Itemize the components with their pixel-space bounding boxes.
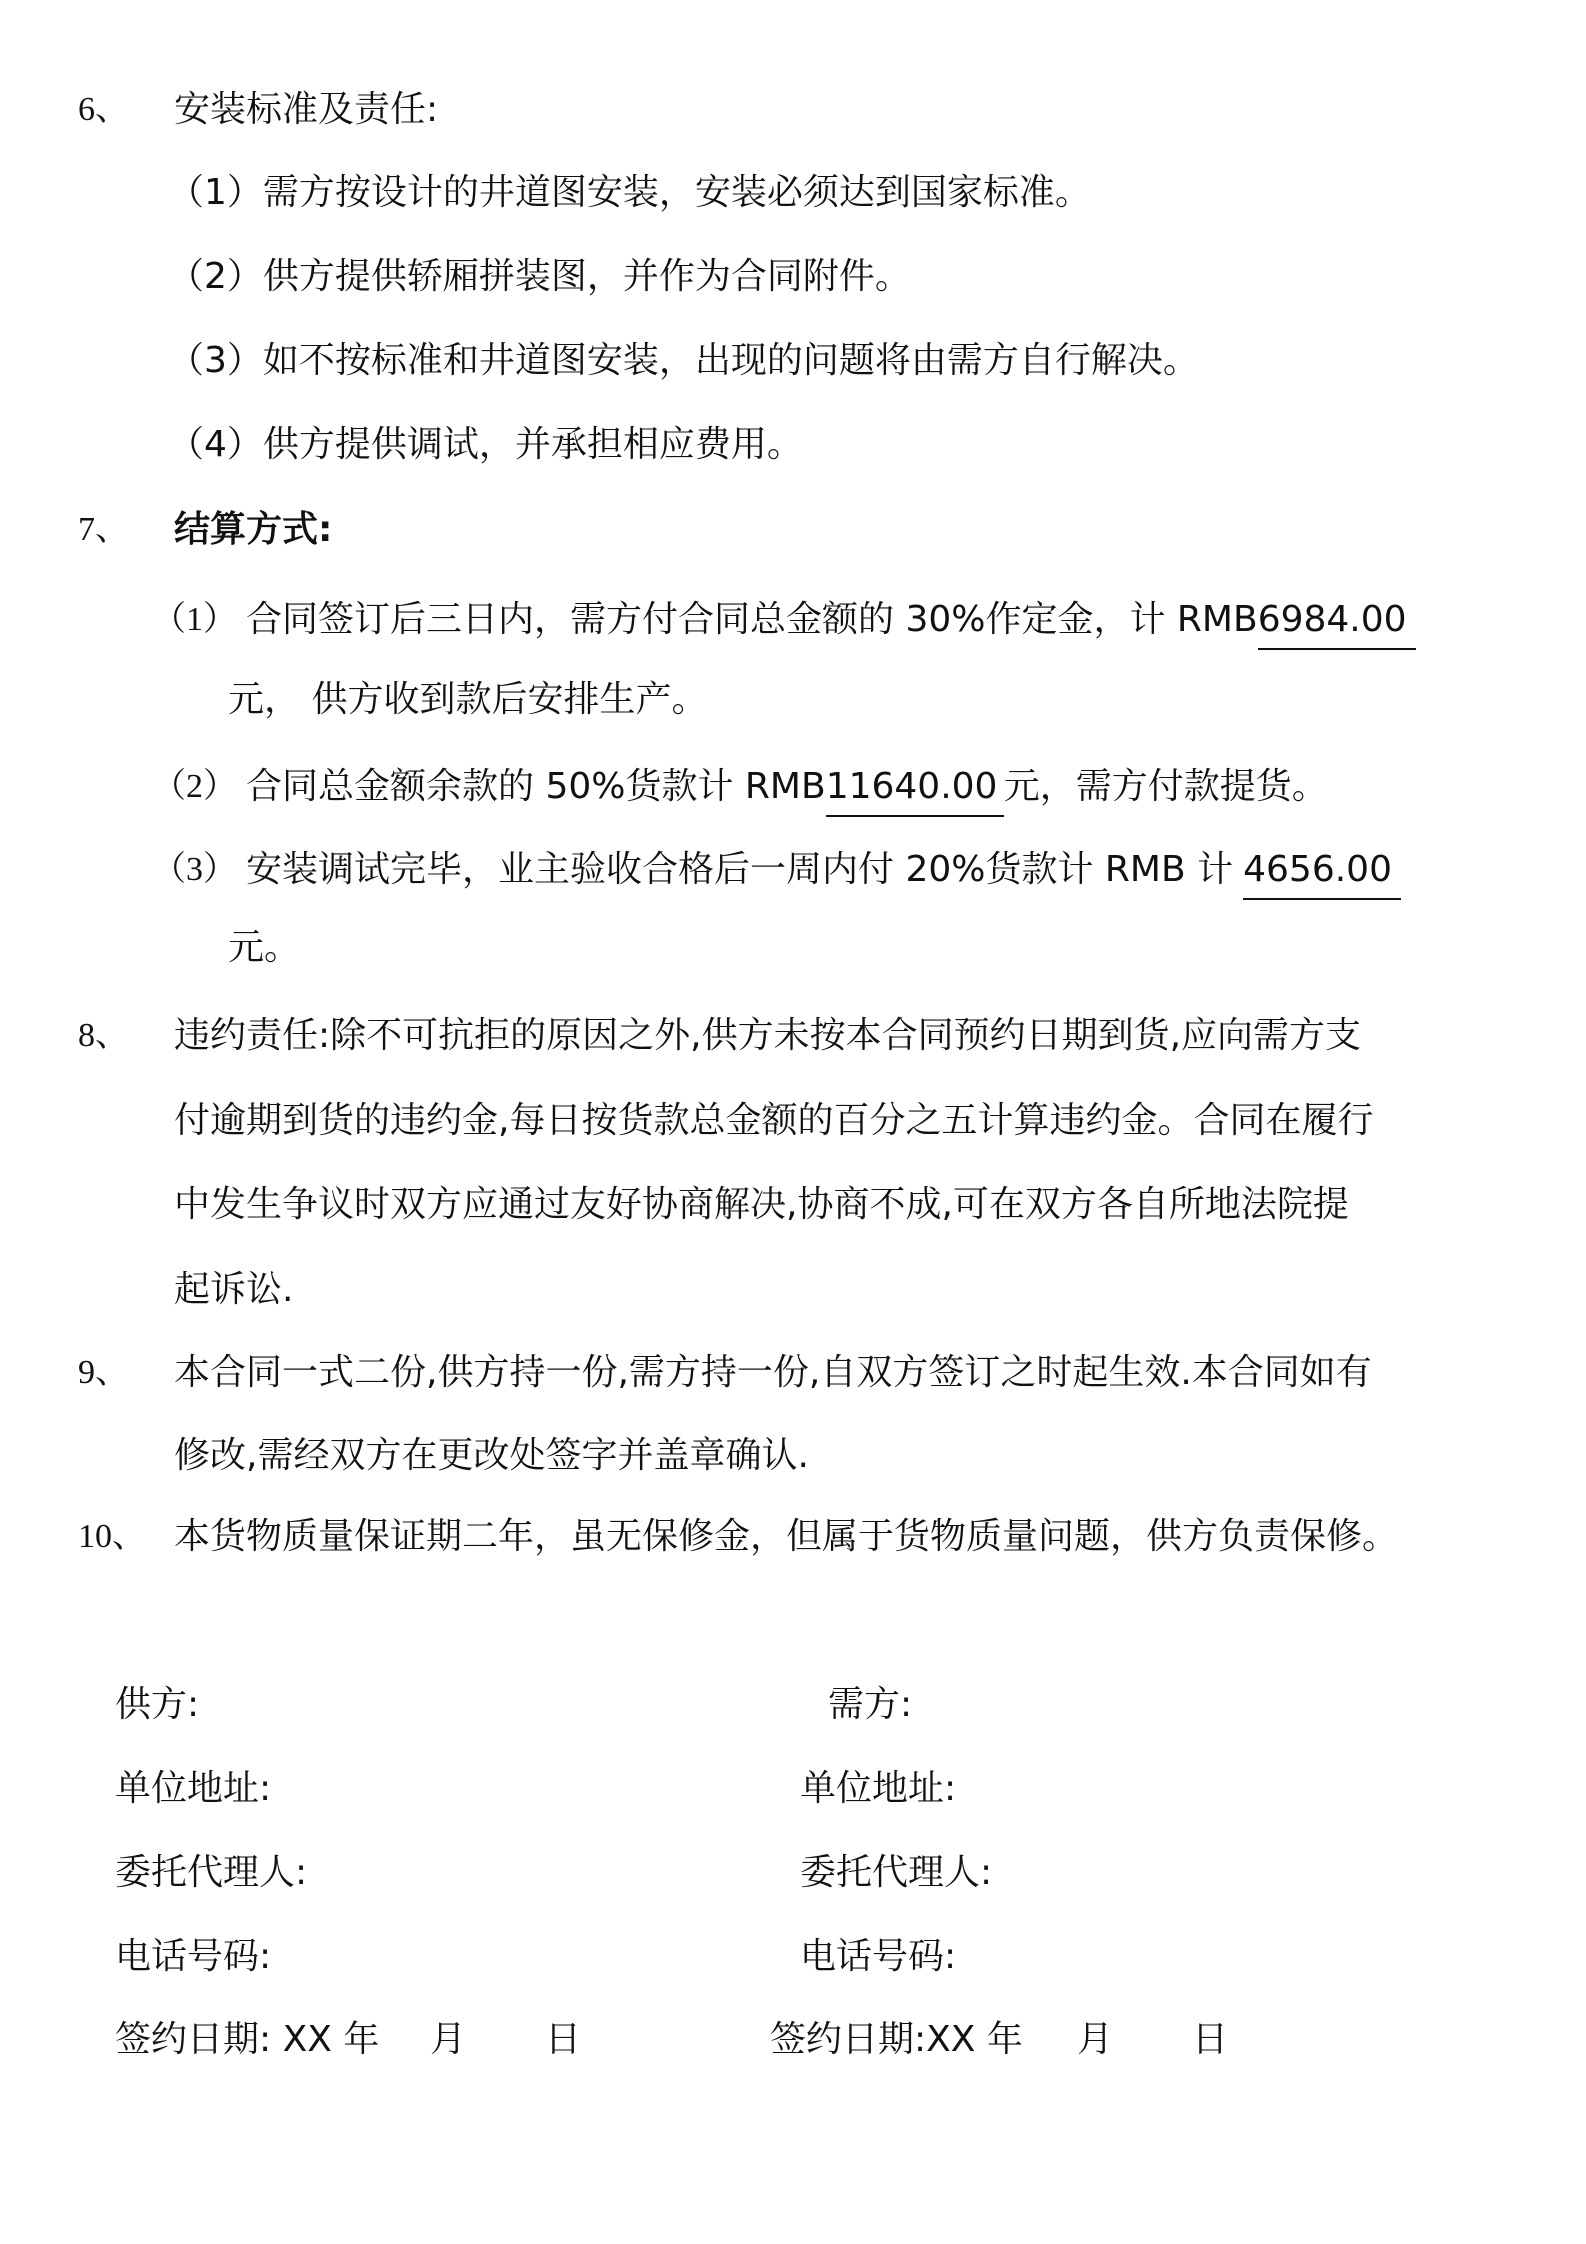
supplier-address: 单位地址:	[115, 1768, 272, 1809]
section-10-number: 10、	[78, 1518, 146, 1555]
buyer-title: 需方:	[828, 1684, 913, 1725]
supplier-title: 供方:	[115, 1684, 200, 1725]
section-8-text-2: 付逾期到货的违约金,每日按货款总金额的百分之五计算违约金。合同在履行	[174, 1100, 1374, 1141]
section-8-number: 8、	[78, 1017, 129, 1054]
section-6-item-1: （1）需方按设计的井道图安装，安装必须达到国家标准。	[168, 172, 1091, 213]
payment-3-text: 安装调试完毕，业主验收合格后一周内付 20%货款计 RMB 计	[246, 849, 1234, 890]
section-9-text-1: 本合同一式二份,供方持一份,需方持一份,自双方签订之时起生效.本合同如有	[174, 1352, 1372, 1393]
payment-3-cont: 元。	[228, 927, 301, 968]
section-9-text-2: 修改,需经双方在更改处签字并盖章确认.	[174, 1435, 809, 1476]
buyer-day: 日	[1192, 2019, 1229, 2060]
payment-3-label: （3）	[152, 851, 237, 888]
section-8-text-3: 中发生争议时双方应通过友好协商解决,协商不成,可在双方各自所地法院提	[174, 1184, 1349, 1225]
supplier-month: 月	[430, 2019, 467, 2060]
section-9-number: 9、	[78, 1354, 129, 1391]
payment-2-tail: 元，需方付款提货。	[1003, 766, 1328, 807]
supplier-day: 日	[545, 2019, 582, 2060]
section-6-item-3: （3）如不按标准和井道图安装，出现的问题将由需方自行解决。	[168, 340, 1199, 381]
section-8-text-4: 起诉讼.	[174, 1269, 294, 1310]
section-6-title: 安装标准及责任:	[174, 89, 439, 130]
buyer-date-label: 签约日期:XX 年	[770, 2019, 1023, 2060]
section-7-title: 结算方式:	[174, 509, 333, 550]
payment-1-label: （1）	[152, 601, 237, 638]
buyer-agent: 委托代理人:	[800, 1852, 993, 1893]
payment-1-cont: 元， 供方收到款后安排生产。	[228, 679, 708, 720]
payment-2-text: 合同总金额余款的 50%货款计 RMB	[246, 766, 826, 807]
buyer-month: 月	[1077, 2019, 1114, 2060]
payment-1-amount: 6984.00	[1258, 592, 1416, 650]
supplier-phone: 电话号码:	[115, 1936, 272, 1977]
supplier-agent: 委托代理人:	[115, 1852, 308, 1893]
payment-2-label: （2）	[152, 768, 237, 805]
section-10-text: 本货物质量保证期二年，虽无保修金，但属于货物质量问题，供方负责保修。	[174, 1516, 1399, 1557]
section-6-item-4: （4）供方提供调试，并承担相应费用。	[168, 424, 803, 465]
supplier-date-label: 签约日期: XX 年	[115, 2019, 380, 2060]
section-6-number: 6、	[78, 91, 129, 128]
section-8-text-1: 违约责任:除不可抗拒的原因之外,供方未按本合同预约日期到货,应向需方支	[174, 1015, 1362, 1056]
buyer-address: 单位地址:	[800, 1768, 957, 1809]
payment-2-amount: 11640.00	[826, 759, 1004, 817]
section-6-item-2: （2）供方提供轿厢拼装图，并作为合同附件。	[168, 256, 911, 297]
payment-3-amount: 4656.00	[1243, 842, 1401, 900]
payment-1-text: 合同签订后三日内，需方付合同总金额的 30%作定金，计 RMB	[246, 599, 1258, 640]
buyer-phone: 电话号码:	[800, 1936, 957, 1977]
section-7-number: 7、	[78, 511, 129, 548]
